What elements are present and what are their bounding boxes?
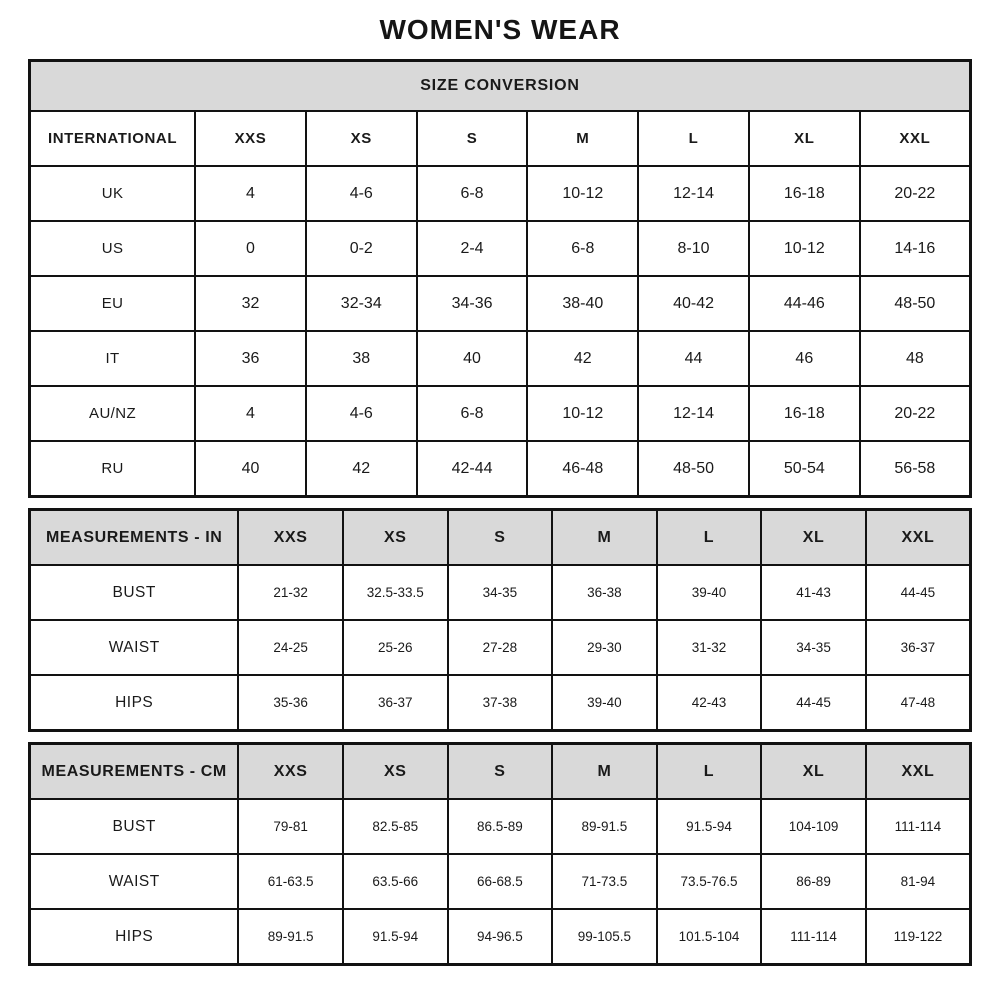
value-cell: 35-36: [238, 675, 343, 731]
value-cell: 56-58: [860, 441, 971, 497]
value-cell: 42: [527, 331, 638, 386]
value-cell: 29-30: [552, 620, 657, 675]
table-row: [30, 386, 971, 441]
value-cell: 86.5-89: [448, 799, 553, 854]
table-row: [30, 276, 971, 331]
size-header-cell: XS: [343, 510, 448, 566]
size-header-cell: S: [448, 744, 553, 800]
value-cell: 41-43: [761, 565, 866, 620]
size-chart-page: [28, 0, 972, 966]
table-row: [30, 799, 971, 854]
value-cell: 36: [195, 331, 306, 386]
corner-header-cell: INTERNATIONAL: [30, 111, 196, 166]
value-cell: 48: [860, 331, 971, 386]
value-cell: 36-38: [552, 565, 657, 620]
size-header-cell: M: [552, 744, 657, 800]
page-title: WOMEN'S WEAR: [379, 14, 621, 45]
value-cell: 86-89: [761, 854, 866, 909]
value-cell: 42: [306, 441, 417, 497]
value-cell: 16-18: [749, 386, 860, 441]
value-cell: 12-14: [638, 386, 749, 441]
value-cell: 101.5-104: [657, 909, 762, 965]
value-cell: 111-114: [761, 909, 866, 965]
value-cell: 46: [749, 331, 860, 386]
size-header-cell: L: [657, 744, 762, 800]
size-header-cell: XXL: [866, 744, 971, 800]
value-cell: 91.5-94: [343, 909, 448, 965]
value-cell: 44-45: [866, 565, 971, 620]
value-cell: 63.5-66: [343, 854, 448, 909]
size-header-cell: XL: [761, 510, 866, 566]
size-header-cell: S: [448, 510, 553, 566]
value-cell: 40: [417, 331, 528, 386]
table-banner: SIZE CONVERSION: [30, 61, 971, 112]
value-cell: 6-8: [417, 166, 528, 221]
value-cell: 2-4: [417, 221, 528, 276]
table-row: [30, 166, 971, 221]
row-label: BUST: [30, 565, 239, 620]
value-cell: 48-50: [860, 276, 971, 331]
value-cell: 38: [306, 331, 417, 386]
value-cell: 10-12: [527, 386, 638, 441]
value-cell: 21-32: [238, 565, 343, 620]
value-cell: 42-43: [657, 675, 762, 731]
value-cell: 25-26: [343, 620, 448, 675]
size-header-cell: XXL: [866, 510, 971, 566]
value-cell: 10-12: [527, 166, 638, 221]
value-cell: 14-16: [860, 221, 971, 276]
row-label: RU: [30, 441, 196, 497]
value-cell: 37-38: [448, 675, 553, 731]
value-cell: 32.5-33.5: [343, 565, 448, 620]
value-cell: 104-109: [761, 799, 866, 854]
value-cell: 44-46: [749, 276, 860, 331]
value-cell: 39-40: [552, 675, 657, 731]
value-cell: 99-105.5: [552, 909, 657, 965]
value-cell: 8-10: [638, 221, 749, 276]
row-label: HIPS: [30, 909, 239, 965]
value-cell: 10-12: [749, 221, 860, 276]
value-cell: 82.5-85: [343, 799, 448, 854]
value-cell: 34-35: [448, 565, 553, 620]
value-cell: 47-48: [866, 675, 971, 731]
value-cell: 4-6: [306, 386, 417, 441]
row-label: HIPS: [30, 675, 239, 731]
column-header-row: [30, 111, 971, 166]
value-cell: 111-114: [866, 799, 971, 854]
row-label: AU/NZ: [30, 386, 196, 441]
table-row: [30, 331, 971, 386]
size-header-cell: S: [417, 111, 528, 166]
size-header-cell: XL: [761, 744, 866, 800]
measurements-in-table-container: [28, 508, 972, 732]
value-cell: 34-36: [417, 276, 528, 331]
column-header-row: [30, 744, 971, 800]
value-cell: 12-14: [638, 166, 749, 221]
table-row: [30, 620, 971, 675]
size-header-cell: XS: [343, 744, 448, 800]
value-cell: 73.5-76.5: [657, 854, 762, 909]
row-label: US: [30, 221, 196, 276]
value-cell: 48-50: [638, 441, 749, 497]
corner-header-cell: MEASUREMENTS - IN: [30, 510, 239, 566]
value-cell: 38-40: [527, 276, 638, 331]
size-header-cell: XXS: [195, 111, 306, 166]
value-cell: 119-122: [866, 909, 971, 965]
value-cell: 32-34: [306, 276, 417, 331]
measurements-cm-table-container: [28, 742, 972, 966]
value-cell: 4: [195, 386, 306, 441]
column-header-row: [30, 510, 971, 566]
size-conversion-table: [28, 59, 972, 498]
value-cell: 44-45: [761, 675, 866, 731]
value-cell: 20-22: [860, 166, 971, 221]
size-header-cell: L: [638, 111, 749, 166]
value-cell: 91.5-94: [657, 799, 762, 854]
value-cell: 89-91.5: [238, 909, 343, 965]
row-label: WAIST: [30, 854, 239, 909]
table-banner-row: [30, 61, 971, 112]
value-cell: 31-32: [657, 620, 762, 675]
value-cell: 0: [195, 221, 306, 276]
value-cell: 32: [195, 276, 306, 331]
size-header-cell: L: [657, 510, 762, 566]
table-row: [30, 441, 971, 497]
size-header-cell: M: [527, 111, 638, 166]
value-cell: 34-35: [761, 620, 866, 675]
size-header-cell: XXS: [238, 510, 343, 566]
value-cell: 36-37: [343, 675, 448, 731]
value-cell: 42-44: [417, 441, 528, 497]
value-cell: 89-91.5: [552, 799, 657, 854]
row-label: WAIST: [30, 620, 239, 675]
value-cell: 24-25: [238, 620, 343, 675]
value-cell: 0-2: [306, 221, 417, 276]
row-label: UK: [30, 166, 196, 221]
size-header-cell: M: [552, 510, 657, 566]
value-cell: 39-40: [657, 565, 762, 620]
value-cell: 71-73.5: [552, 854, 657, 909]
row-label: EU: [30, 276, 196, 331]
value-cell: 36-37: [866, 620, 971, 675]
value-cell: 40-42: [638, 276, 749, 331]
value-cell: 79-81: [238, 799, 343, 854]
size-conversion-table-container: [28, 59, 972, 498]
value-cell: 46-48: [527, 441, 638, 497]
value-cell: 20-22: [860, 386, 971, 441]
value-cell: 50-54: [749, 441, 860, 497]
table-row: [30, 909, 971, 965]
table-row: [30, 565, 971, 620]
table-row: [30, 675, 971, 731]
value-cell: 4-6: [306, 166, 417, 221]
value-cell: 81-94: [866, 854, 971, 909]
value-cell: 6-8: [527, 221, 638, 276]
value-cell: 66-68.5: [448, 854, 553, 909]
size-header-cell: XXS: [238, 744, 343, 800]
size-header-cell: XXL: [860, 111, 971, 166]
value-cell: 94-96.5: [448, 909, 553, 965]
table-row: [30, 854, 971, 909]
size-header-cell: XL: [749, 111, 860, 166]
row-label: IT: [30, 331, 196, 386]
corner-header-cell: MEASUREMENTS - CM: [30, 744, 239, 800]
value-cell: 40: [195, 441, 306, 497]
table-row: [30, 221, 971, 276]
value-cell: 27-28: [448, 620, 553, 675]
value-cell: 61-63.5: [238, 854, 343, 909]
size-header-cell: XS: [306, 111, 417, 166]
row-label: BUST: [30, 799, 239, 854]
value-cell: 16-18: [749, 166, 860, 221]
measurements-in-table: [28, 508, 972, 732]
value-cell: 44: [638, 331, 749, 386]
value-cell: 6-8: [417, 386, 528, 441]
measurements-cm-table: [28, 742, 972, 966]
value-cell: 4: [195, 166, 306, 221]
